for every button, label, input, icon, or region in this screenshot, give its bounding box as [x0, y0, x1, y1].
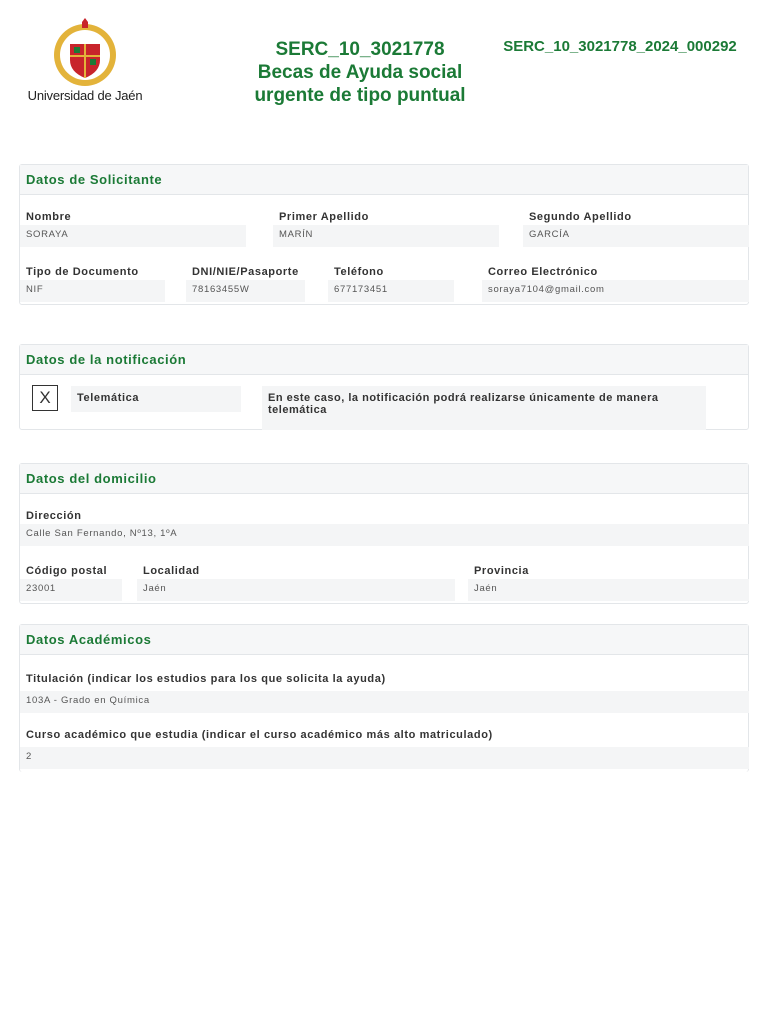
university-seal-icon [50, 18, 120, 88]
telematica-checkbox[interactable]: X [32, 385, 58, 411]
field-label: Segundo Apellido [529, 211, 632, 223]
field-label: Provincia [474, 565, 529, 577]
correo-field [482, 266, 749, 302]
field-value: 677173451 [328, 280, 454, 302]
field-label: Titulación (indicar los estudios para los que solicita la ayuda) [26, 673, 386, 685]
field-value: 103A - Grado en Química [20, 691, 749, 713]
title-line-3: urgente de tipo puntual [254, 85, 466, 106]
field-label: Correo Electrónico [488, 266, 598, 278]
field-value: SORAYA [20, 225, 246, 247]
primer-apellido-field [273, 211, 499, 247]
university-logo [22, 18, 148, 108]
direccion-field [20, 510, 749, 546]
titulacion-field [20, 673, 749, 713]
notification-section [19, 344, 749, 430]
field-value: Jaén [137, 579, 455, 601]
field-label: Teléfono [334, 266, 384, 278]
address-section [19, 463, 749, 604]
field-label: Tipo de Documento [26, 266, 139, 278]
field-value: GARCÍA [523, 225, 749, 247]
field-value: 2 [20, 747, 749, 769]
field-value: Calle San Fernando, Nº13, 1ºA [20, 524, 749, 546]
field-value: 23001 [20, 579, 122, 601]
field-value: MARÍN [273, 225, 499, 247]
section-title: Datos de la notificación [20, 345, 748, 375]
document-title [230, 38, 490, 107]
notification-note: En este caso, la notificación podrá realizarse únicamente de manera telemática [262, 386, 706, 430]
field-value: NIF [20, 280, 165, 302]
reference-number: SERC_10_3021778_2024_000292 [503, 38, 737, 55]
document-header [0, 0, 768, 130]
section-title: Datos del domicilio [20, 464, 748, 494]
section-title: Datos Académicos [20, 625, 748, 655]
field-value: Jaén [468, 579, 749, 601]
dni-field [186, 266, 305, 302]
field-label: Curso académico que estudia (indicar el curso académico más alto matriculado) [26, 729, 493, 741]
applicant-section [19, 164, 749, 305]
academic-section [19, 624, 749, 772]
field-value: 78163455W [186, 280, 305, 302]
field-label: Dirección [26, 510, 82, 522]
localidad-field [137, 565, 455, 601]
field-value: soraya7104@gmail.com [482, 280, 749, 302]
field-label: Nombre [26, 211, 72, 223]
segundo-apellido-field [523, 211, 749, 247]
title-line-2: Becas de Ayuda social [257, 62, 463, 83]
telefono-field [328, 266, 454, 302]
field-label: Localidad [143, 565, 200, 577]
curso-field [20, 729, 749, 769]
notification-option: Telemática [71, 386, 241, 412]
field-label: Código postal [26, 565, 108, 577]
university-name: Universidad de Jaén [27, 88, 143, 103]
section-title: Datos de Solicitante [20, 165, 748, 195]
codigo-postal-field [20, 565, 122, 601]
field-label: Primer Apellido [279, 211, 369, 223]
field-label: DNI/NIE/Pasaporte [192, 266, 299, 278]
title-code: SERC_10_3021778 [275, 39, 445, 60]
provincia-field [468, 565, 749, 601]
tipo-documento-field [20, 266, 165, 302]
nombre-field [20, 211, 246, 247]
